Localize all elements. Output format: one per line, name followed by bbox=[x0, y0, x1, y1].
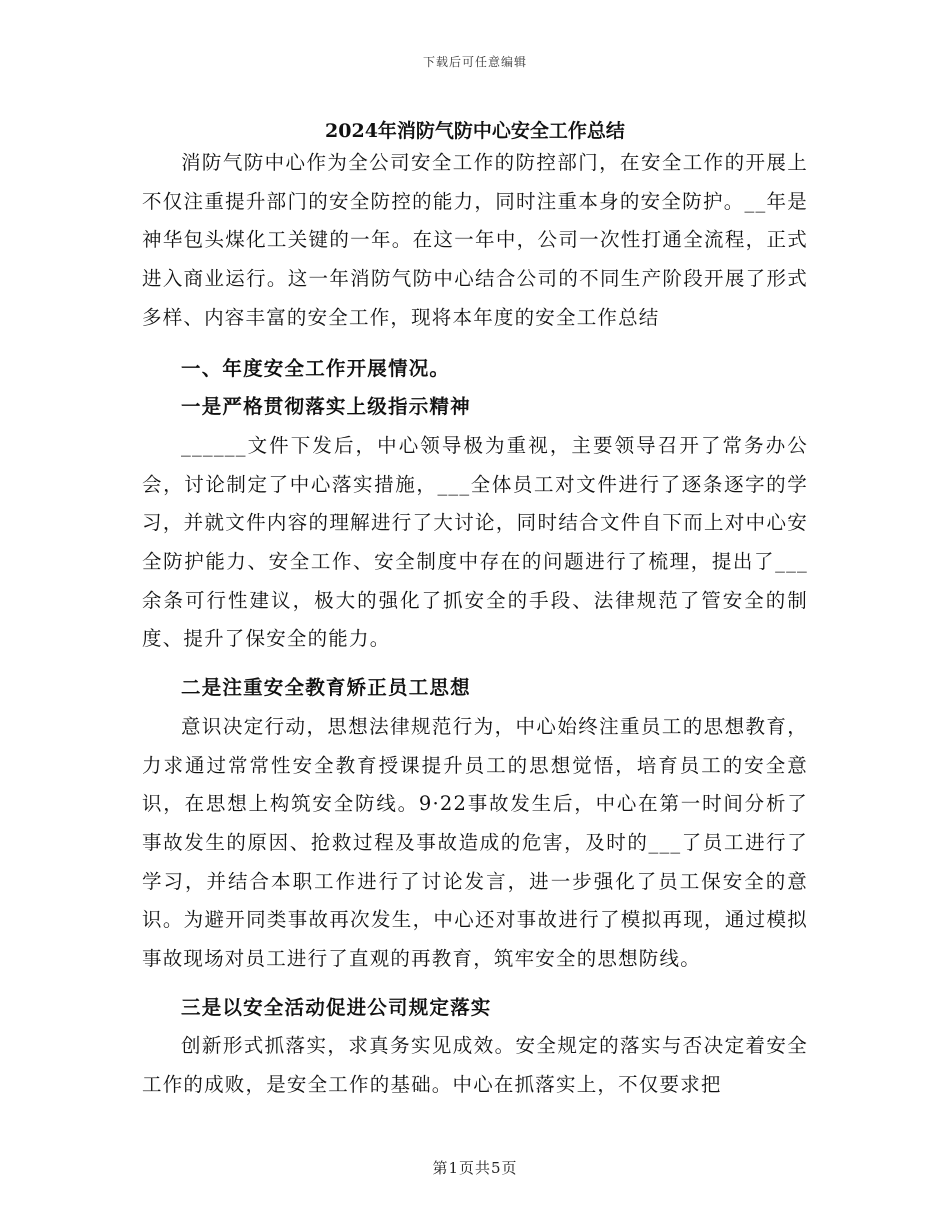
page-number: 第1页共5页 bbox=[432, 1159, 518, 1177]
document-body bbox=[142, 144, 808, 1105]
subsection-body-2: 意识决定行动，思想法律规范行为，中心始终注重员工的思想教育，力求通过常常性安全教育授课提升员工的思想觉悟，培育员工的安全意识，在思想上构筑安全防线。9·22事故发生后，中心在第一时间分析了事故发生的原因、抢救过程及事故造成的危害，及时的___了员工进行了学习，并结合本职工作进行了讨论发言，进一步强化了员工保安全的意识。为避开同类事故再次发生，中心还对事故进行了模拟再现，通过模拟事故现场对员工进行了直观的再教育，筑牢安全的思想防线。 bbox=[142, 714, 808, 971]
intro-paragraph: 消防气防中心作为全公司安全工作的防控部门，在安全工作的开展上不仅注重提升部门的安全防控的能力，同时注重本身的安全防护。__年是神华包头煤化工关键的一年。在这一年中，公司一次性打通全流程，正式进入商业运行。这一年消防气防中心结合公司的不同生产阶段开展了形式多样、内容丰富的安全工作，现将本年度的安全工作总结 bbox=[142, 151, 808, 329]
document-title: 2024年消防气防中心安全工作总结 bbox=[325, 120, 625, 142]
subsection-body-3: 创新形式抓落实，求真务实见成效。安全规定的落实与否决定着安全工作的成败，是安全工作的基础。中心在抓落实上，不仅要求把 bbox=[142, 1034, 808, 1097]
subsection-heading-3: 三是以安全活动促进公司规定落实 bbox=[181, 995, 492, 1019]
header-note: 下载后可任意编辑 bbox=[422, 55, 527, 69]
subsection-heading-2: 二是注重安全教育矫正员工思想 bbox=[181, 676, 471, 700]
subsection-body-1: ______文件下发后，中心领导极为重视，主要领导召开了常务办公会，讨论制定了中心落实措施，___全体员工对文件进行了逐条逐字的学习，并就文件内容的理解进行了大讨论，同时结合文件自下而上对中心安全防护能力、安全工作、安全制度中存在的问题进行了梳理，提出了___余条可行性建议，极大的强化了抓安全的手段、法律规范了管安全的制度、提升了保安全的能力。 bbox=[142, 433, 808, 651]
subsection-heading-1: 一是严格贯彻落实上级指示精神 bbox=[181, 395, 471, 419]
section-heading-1: 一、年度安全工作开展情况。 bbox=[181, 356, 451, 380]
